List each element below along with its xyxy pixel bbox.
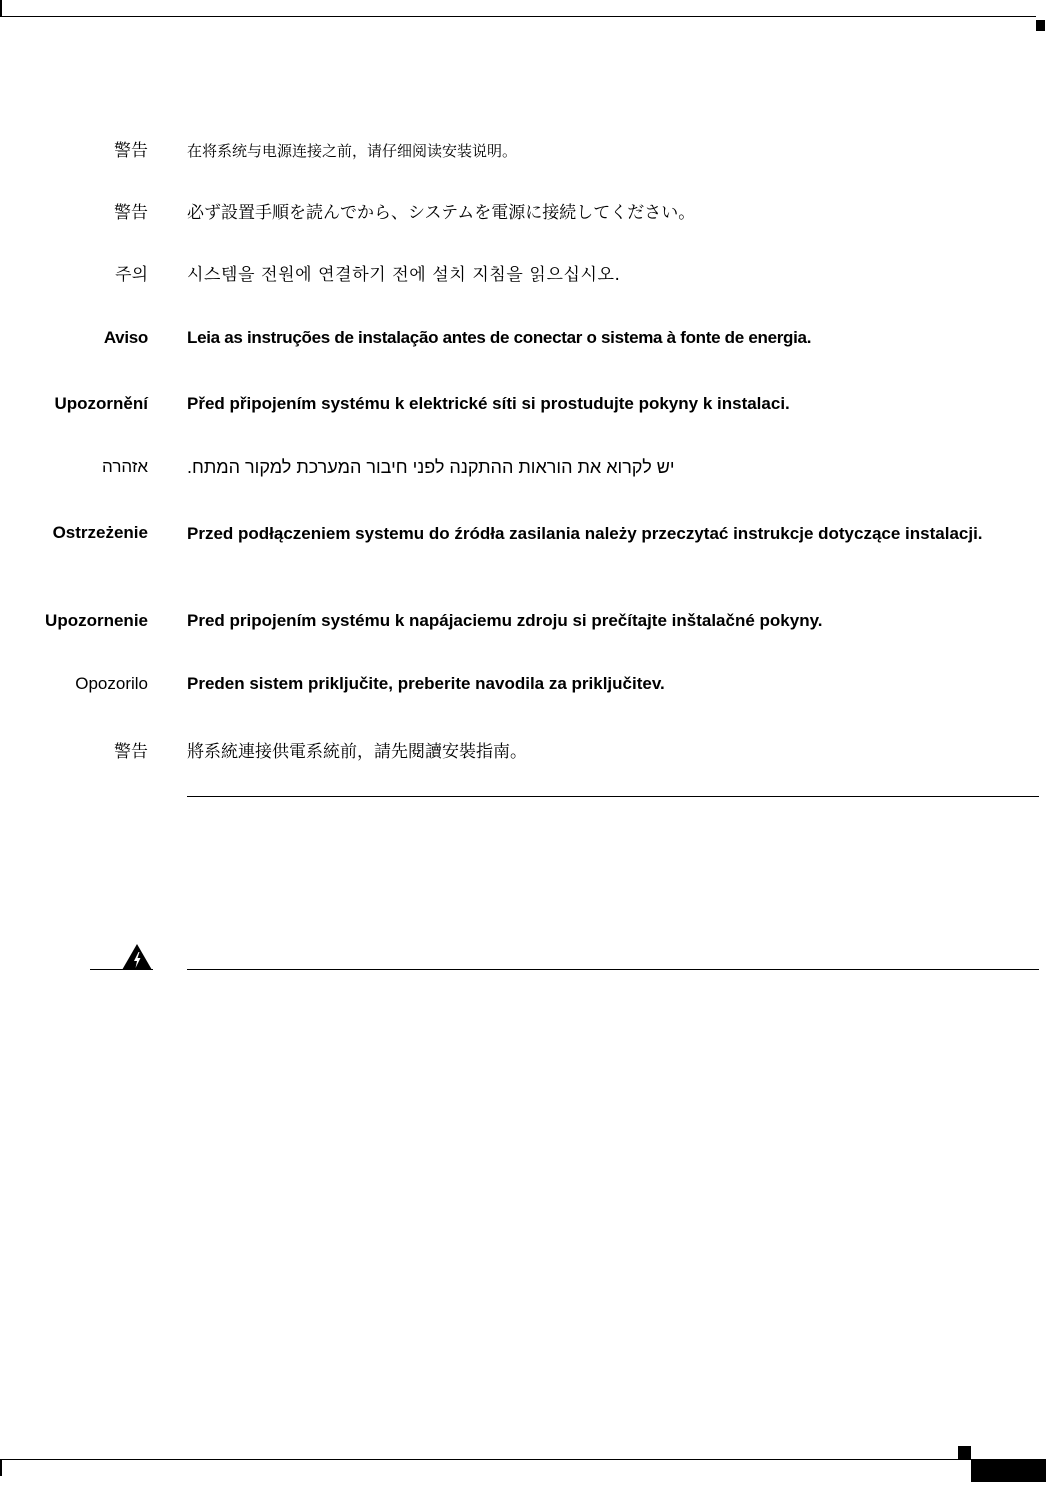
warning-label: Upozornění: [54, 394, 148, 413]
warning-label: אזהרה: [102, 457, 148, 476]
warning-text: 在将系统与电源连接之前，请仔细阅读安装说明。: [187, 142, 518, 160]
warning-text: Preden sistem priključite, preberite navodila za priključitev.: [187, 674, 665, 693]
header-rule: [0, 16, 1036, 17]
warning-label: 주의: [115, 265, 148, 285]
warning-rule: [187, 969, 1039, 970]
header-marker: [1036, 20, 1045, 31]
warning-text: יש לקרוא את הוראות ההתקנה לפני חיבור המערכת למקור המתח.: [187, 457, 675, 477]
warning-label: 警告: [114, 742, 148, 762]
warning-label: Upozornenie: [45, 611, 148, 630]
warning-text: Leia as instruções de instalação antes de conectar o sistema à fonte de energia.: [187, 328, 812, 347]
page-number-tab: [971, 1460, 1046, 1482]
footer-rule: [0, 1459, 1046, 1460]
warning-label: 警告: [114, 203, 148, 223]
warning-label: Opozorilo: [75, 674, 148, 693]
warning-text: 시스템을 전원에 연결하기 전에 설치 지침을 읽으십시오.: [187, 265, 621, 285]
warning-label: Aviso: [103, 328, 148, 347]
section-divider: [187, 796, 1039, 797]
warning-text: Przed podłączeniem systemu do źródła zasilania należy przeczytać instrukcje dotyczące instalacji.: [187, 524, 983, 543]
warning-text: Před připojením systému k elektrické síti si prostudujte pokyny k instalaci.: [187, 394, 790, 413]
warning-label: Ostrzeżenie: [52, 523, 148, 542]
warning-triangle-icon: [121, 943, 153, 971]
warning-label: 警告: [114, 141, 148, 161]
warning-text: 必ず設置手順を読んでから、システムを電源に接続してください。: [187, 203, 696, 223]
crop-mark-top: [0, 0, 2, 17]
footer-marker: [958, 1446, 971, 1459]
warning-text: Pred pripojením systému k napájaciemu zdroju si prečítajte inštalačné pokyny.: [187, 611, 823, 630]
crop-mark-bottom: [0, 1459, 2, 1476]
warning-text: 將系統連接供電系統前，請先閱讀安裝指南。: [187, 742, 527, 762]
